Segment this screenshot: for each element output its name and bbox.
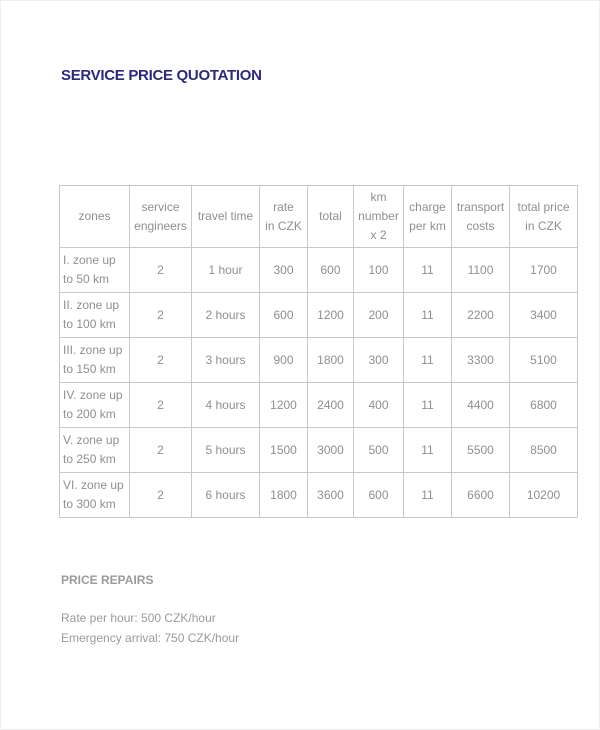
section-heading: PRICE REPAIRS	[61, 573, 154, 587]
table-row	[60, 248, 578, 293]
table-cell: 1800	[308, 338, 354, 383]
table-cell: 1700	[510, 248, 578, 293]
cell-text-line: II. zone up	[63, 298, 120, 312]
table-cell: 1200	[308, 293, 354, 338]
table-cell: 300	[260, 248, 308, 293]
table-cell: 600	[354, 473, 404, 518]
cell-text-line: in CZK	[525, 218, 562, 233]
table-cell: 200	[354, 293, 404, 338]
zone-cell	[60, 428, 130, 473]
column-header	[60, 186, 130, 248]
table-header-row	[60, 186, 578, 248]
cell-text-line: I. zone up	[63, 253, 116, 267]
cell-text-line: total	[319, 209, 342, 223]
column-header	[354, 186, 404, 248]
zone-cell	[60, 248, 130, 293]
cell-text-line: VI. zone up	[63, 478, 124, 492]
table-cell: 6800	[510, 383, 578, 428]
table-cell: 4400	[452, 383, 510, 428]
cell-text-line: rate	[273, 199, 294, 214]
table-cell: 3000	[308, 428, 354, 473]
table-row	[60, 428, 578, 473]
column-header	[192, 186, 260, 248]
cell-text-line: to 100 km	[63, 317, 116, 331]
table-cell: 500	[354, 428, 404, 473]
table-row	[60, 383, 578, 428]
table-cell: 11	[404, 248, 452, 293]
table-cell: 3400	[510, 293, 578, 338]
table-cell: 2	[130, 248, 192, 293]
cell-text-line: IV. zone up	[63, 388, 123, 402]
cell-text-line: V. zone up	[63, 433, 120, 447]
cell-text-line: number	[358, 209, 399, 223]
zone-cell	[60, 473, 130, 518]
table-cell: 8500	[510, 428, 578, 473]
table-cell: 3 hours	[192, 338, 260, 383]
table-cell: 5500	[452, 428, 510, 473]
cell-text-line: travel time	[197, 209, 254, 223]
cell-text-line: zones	[78, 209, 111, 223]
table-cell: 11	[404, 383, 452, 428]
table-cell: 2400	[308, 383, 354, 428]
table-cell: 1800	[260, 473, 308, 518]
cell-text-line: III. zone up	[63, 343, 123, 357]
cell-text-line: per km	[409, 218, 446, 233]
table-row	[60, 473, 578, 518]
cell-text-line: to 200 km	[63, 407, 116, 421]
table-cell: 4 hours	[192, 383, 260, 428]
column-header	[404, 186, 452, 248]
table-cell: 600	[260, 293, 308, 338]
table-cell: 1100	[452, 248, 510, 293]
column-header	[308, 186, 354, 248]
table-cell: 1500	[260, 428, 308, 473]
table-cell: 2 hours	[192, 293, 260, 338]
table-cell: 300	[354, 338, 404, 383]
emergency-rate-text: Emergency arrival: 750 CZK/hour	[61, 631, 240, 645]
table-cell: 2200	[452, 293, 510, 338]
table-cell: 2	[130, 338, 192, 383]
cell-text-line: to 50 km	[63, 272, 110, 286]
zone-cell	[60, 338, 130, 383]
page-title: SERVICE PRICE QUOTATION	[61, 67, 262, 84]
repair-rate-text: Rate per hour: 500 CZK/hour	[61, 611, 216, 625]
table-cell: 6600	[452, 473, 510, 518]
cell-text-line: engineers	[134, 218, 187, 233]
table-cell: 11	[404, 338, 452, 383]
cell-text-line: service	[141, 199, 180, 214]
table-cell: 6 hours	[192, 473, 260, 518]
table-cell: 3600	[308, 473, 354, 518]
cell-text-line: to 150 km	[63, 362, 116, 376]
table-cell: 100	[354, 248, 404, 293]
table-cell: 2	[130, 293, 192, 338]
table-cell: 5 hours	[192, 428, 260, 473]
cell-text-line: to 250 km	[63, 452, 116, 466]
price-table	[59, 185, 578, 518]
table-cell: 900	[260, 338, 308, 383]
cell-text-line: total price	[517, 199, 570, 214]
table-cell: 11	[404, 293, 452, 338]
table-cell: 11	[404, 428, 452, 473]
cell-text-line: costs	[466, 218, 495, 233]
cell-text-line: transport	[456, 199, 505, 214]
table-cell: 400	[354, 383, 404, 428]
table-cell: 600	[308, 248, 354, 293]
table-cell: 11	[404, 473, 452, 518]
cell-text-line: to 300 km	[63, 497, 116, 511]
table-cell: 2	[130, 428, 192, 473]
table-cell: 2	[130, 383, 192, 428]
column-header	[452, 186, 510, 248]
column-header	[510, 186, 578, 248]
column-header	[260, 186, 308, 248]
table-cell: 1200	[260, 383, 308, 428]
table-cell: 3300	[452, 338, 510, 383]
table-row	[60, 293, 578, 338]
cell-text-line: x 2	[370, 228, 387, 242]
cell-text-line: km	[370, 190, 387, 204]
cell-text-line: in CZK	[265, 218, 302, 233]
cell-text-line: charge	[409, 199, 446, 214]
table-cell: 2	[130, 473, 192, 518]
zone-cell	[60, 293, 130, 338]
table-cell: 5100	[510, 338, 578, 383]
table-cell: 10200	[510, 473, 578, 518]
column-header	[130, 186, 192, 248]
zone-cell	[60, 383, 130, 428]
table-row	[60, 338, 578, 383]
table-cell: 1 hour	[192, 248, 260, 293]
